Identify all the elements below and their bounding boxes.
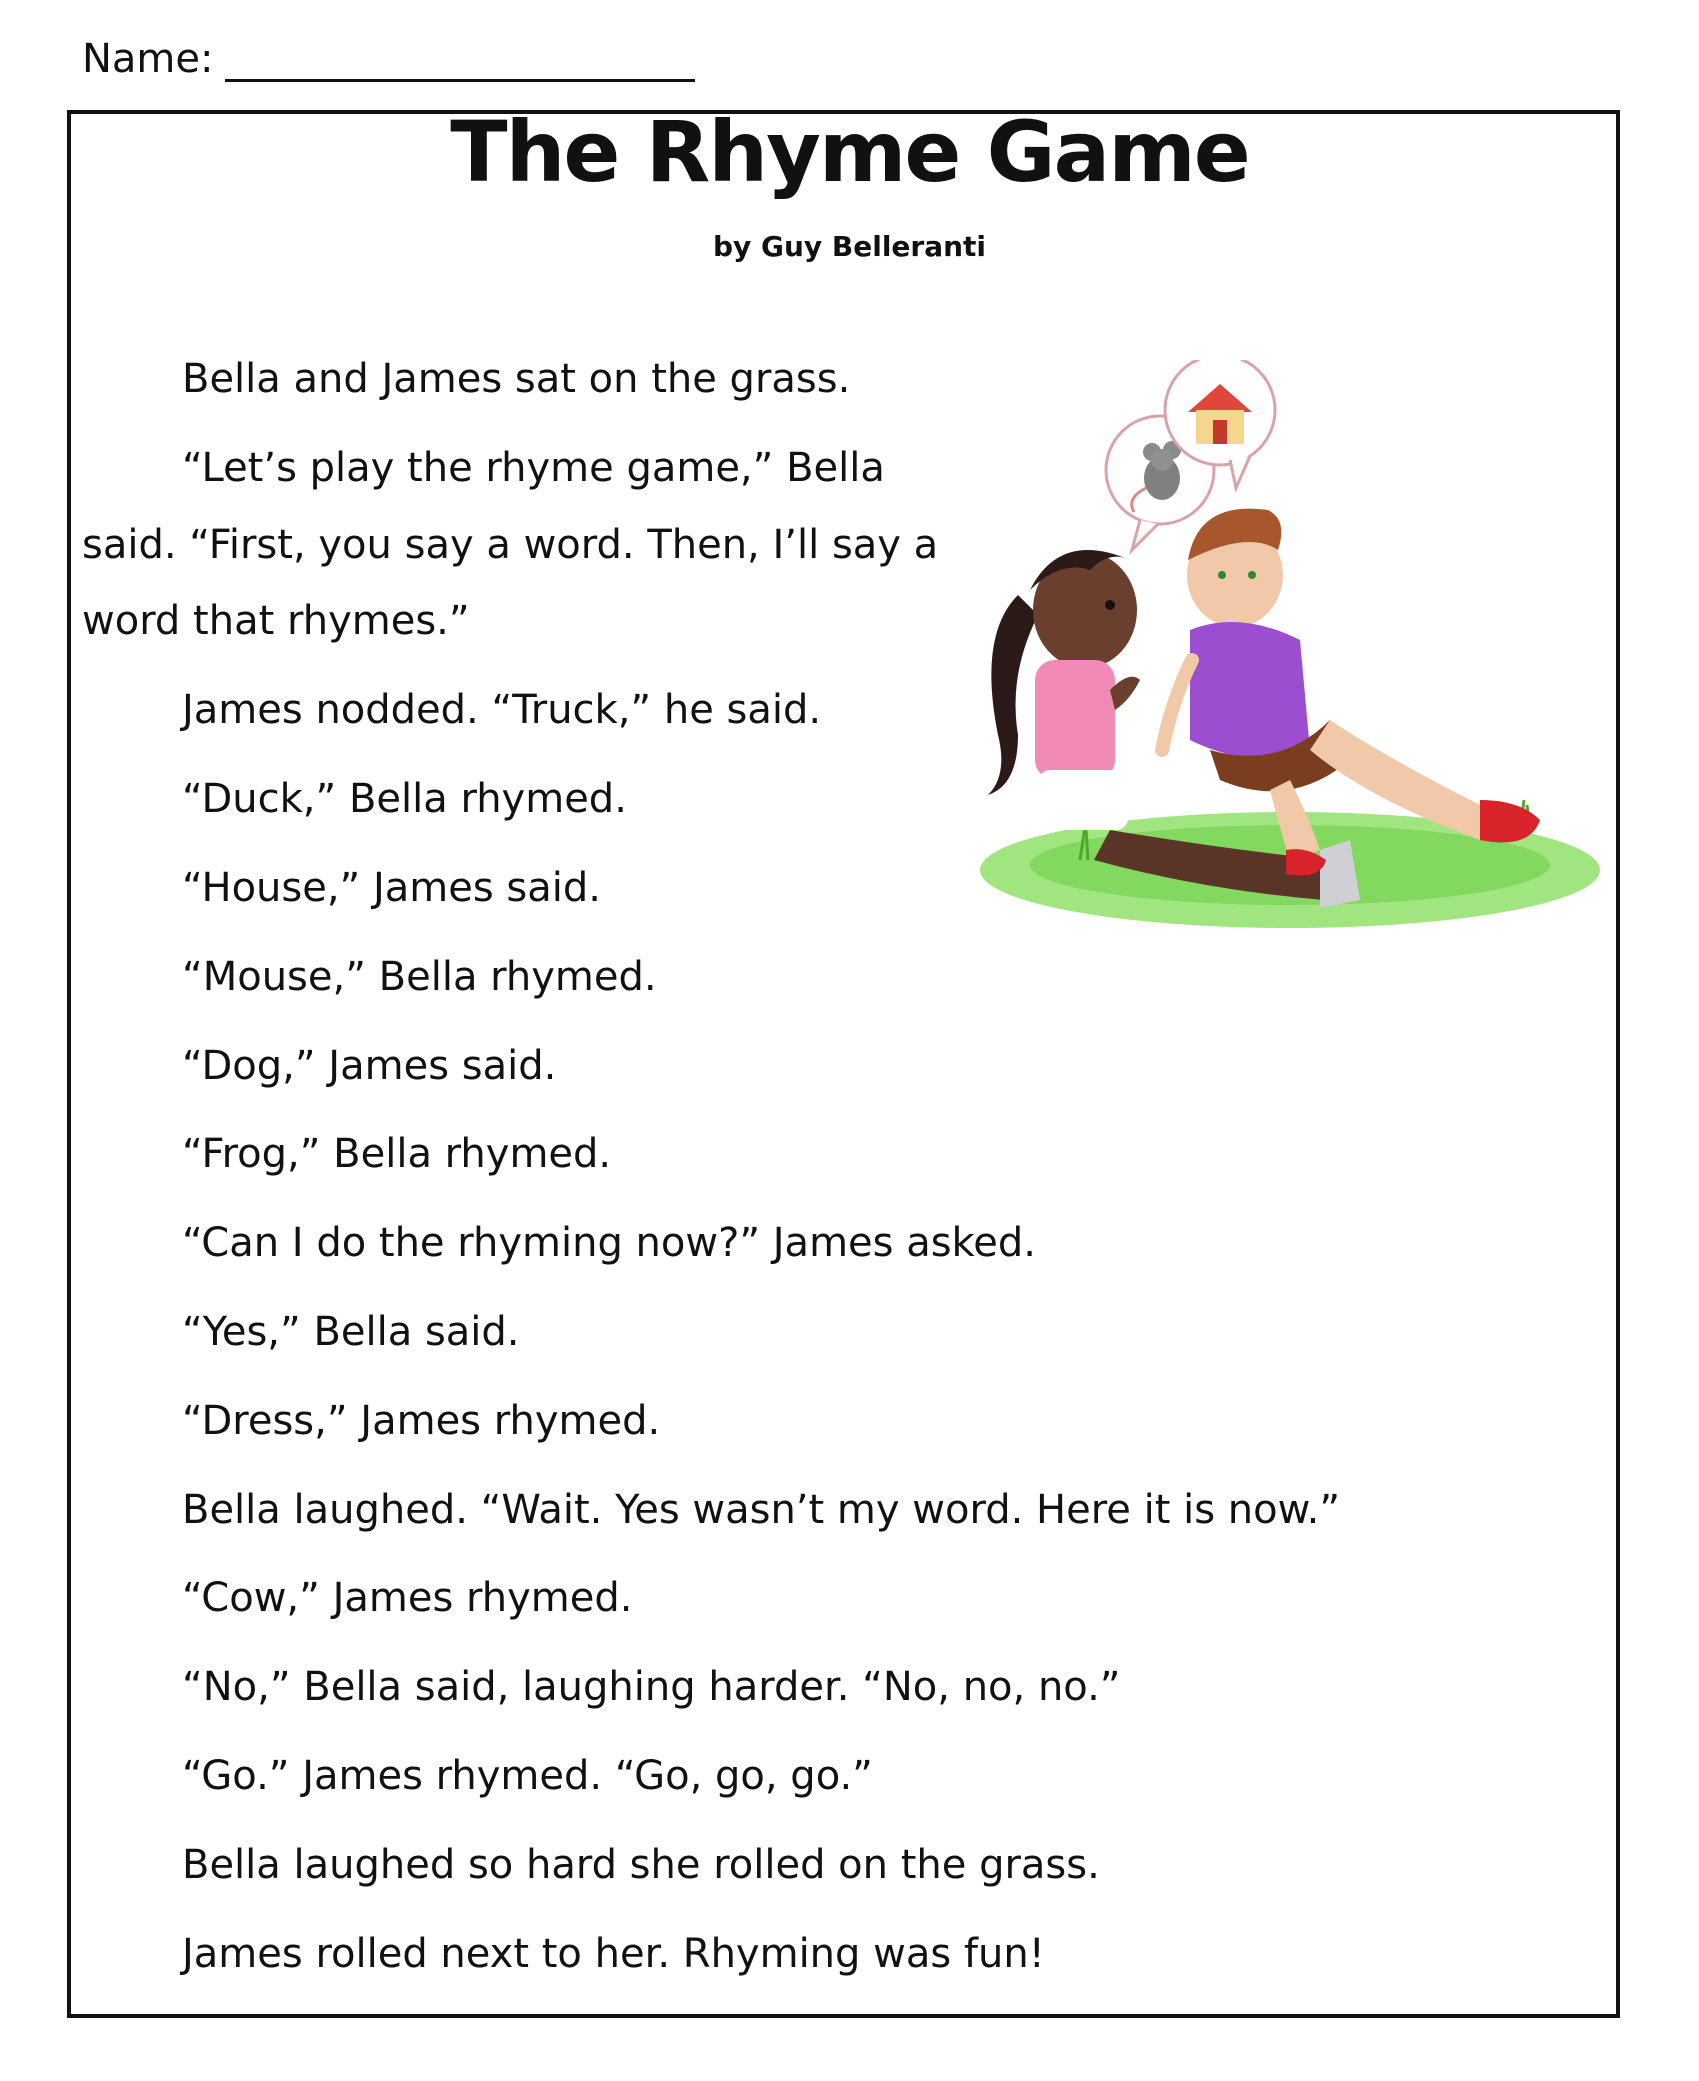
story-line: “Can I do the rhyming now?” James asked. bbox=[182, 1220, 1037, 1266]
story-line: “Frog,” Bella rhymed. bbox=[182, 1131, 612, 1177]
story-line: word that rhymes.” bbox=[82, 598, 470, 644]
story-line: James rolled next to her. Rhyming was fun! bbox=[182, 1931, 1045, 1977]
story-line: “Cow,” James rhymed. bbox=[182, 1575, 633, 1621]
story-line: Bella laughed. “Wait. Yes wasn’t my word. Here it is now.” bbox=[182, 1487, 1341, 1533]
story-line: James nodded. “Truck,” he said. bbox=[182, 687, 822, 733]
kids-on-grass-illustration bbox=[960, 360, 1600, 940]
story-line: “House,” James said. bbox=[182, 865, 602, 911]
story-line: “Mouse,” Bella rhymed. bbox=[182, 954, 657, 1000]
story-title: The Rhyme Game bbox=[450, 103, 1249, 201]
story-line: “Yes,” Bella said. bbox=[182, 1309, 520, 1355]
story-line: “Dress,” James rhymed. bbox=[182, 1398, 661, 1444]
story-line: “No,” Bella said, laughing harder. “No, no, no.” bbox=[182, 1664, 1121, 1710]
story-line: “Go.” James rhymed. “Go, go, go.” bbox=[182, 1753, 873, 1799]
name-label: Name: bbox=[82, 36, 214, 82]
story-line: Bella and James sat on the grass. bbox=[182, 356, 851, 402]
name-field bbox=[82, 36, 695, 82]
story-line: “Dog,” James said. bbox=[182, 1043, 557, 1089]
story-line: said. “First, you say a word. Then, I’ll say a bbox=[82, 522, 939, 568]
story-byline: by Guy Belleranti bbox=[712, 230, 987, 263]
story-line: Bella laughed so hard she rolled on the grass. bbox=[182, 1842, 1100, 1888]
name-blank-line[interactable] bbox=[225, 39, 695, 82]
story-line: “Duck,” Bella rhymed. bbox=[182, 776, 627, 822]
story-line: “Let’s play the rhyme game,” Bella bbox=[182, 445, 885, 491]
